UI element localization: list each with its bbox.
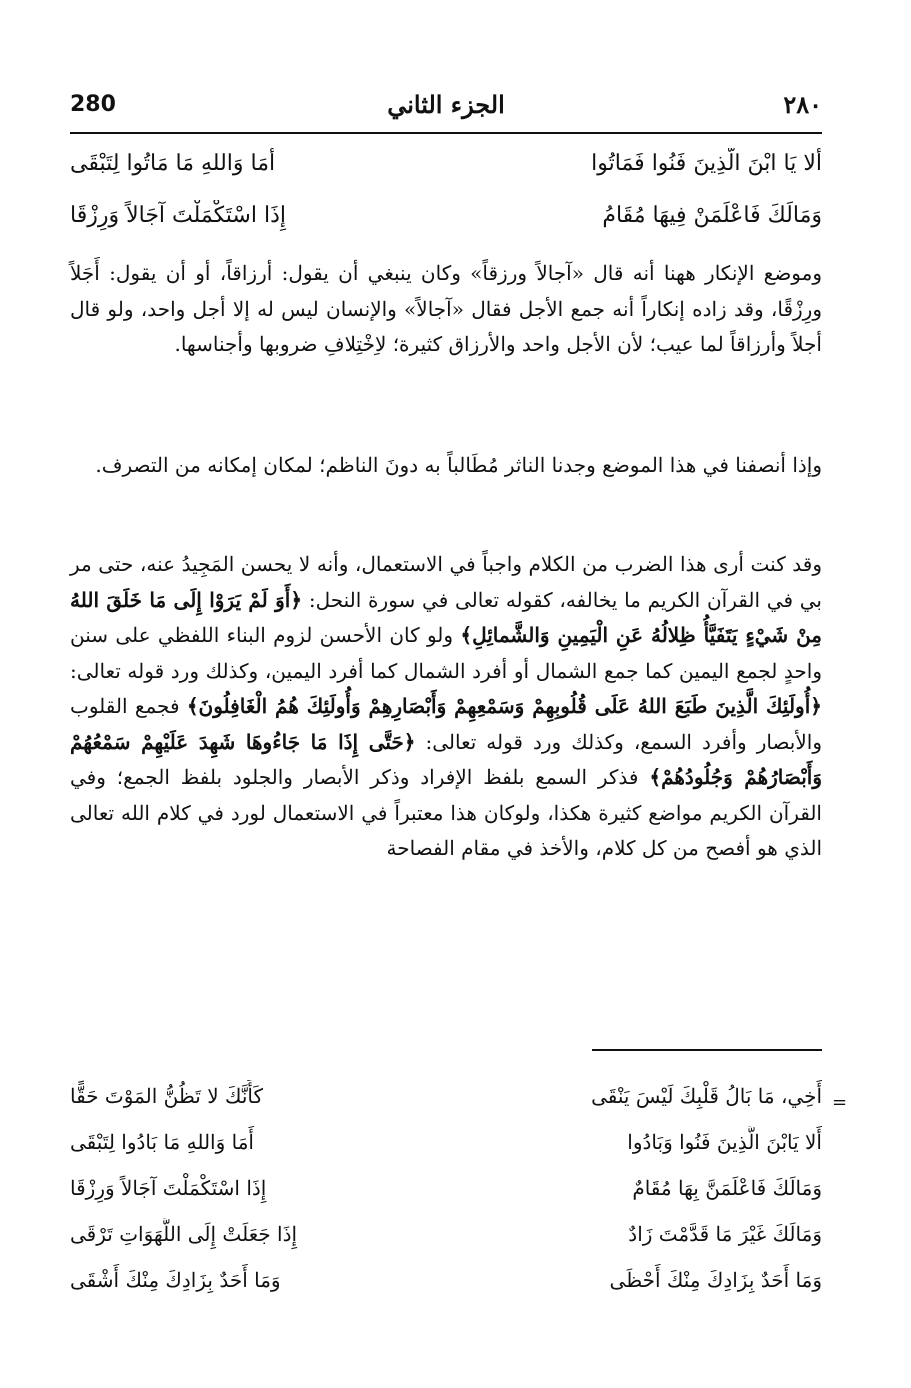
text-run: فجمع القلوب والأبصار وأفرد السمع، وكذلك ورد قوله تعالى: (70, 694, 822, 754)
verse-first-hemistich: أَخِي، مَا بَالُ قَلْبِكَ لَيْسَ يَنْقَى (591, 1084, 822, 1108)
quran-quote: ﴿حَتَّى إِذَا مَا جَاءُوهَا شَهِدَ عَلَيْهِمْ سَمْعُهُمْ وَأَبْصَارُهُمْ وَجُلُودُهُمْ﴾ (70, 729, 822, 789)
verse-line (70, 1168, 822, 1214)
text-run: وقد كنت أرى هذا الضرب من الكلام واجباً في الاستعمال، وأنه لا يحسن المَجِيدُ عنه، حتى مر بي في القرآن الكريم ما يخالفه، كقوله تعالى في سورة النحل: (70, 552, 823, 612)
verse-line (70, 1122, 822, 1168)
verse-first-hemistich: وَمَالَكَ فَاعْلَمَنْ فِيهَا مُقَامُ (602, 203, 822, 228)
verse-second-hemistich: إِذَا اسْتَكْمَلْتَ آجَالاً وَرِزْقَا (70, 203, 286, 228)
verse-second-hemistich: أَمَا وَاللهِ مَا بَادُوا لِتَبْقَى (70, 1130, 254, 1154)
poem-top (70, 140, 822, 244)
footnote-continuation-marker: = (832, 1092, 848, 1113)
paragraph-text (70, 547, 822, 867)
verse-line (70, 1260, 822, 1306)
verse-first-hemistich: وَمَا أَحَدٌ بِزَادِكَ مِنْكَ أَحْظَى (609, 1268, 822, 1292)
verse-line (70, 140, 822, 192)
verse-second-hemistich: وَمَا أَحَدٌ بِزَادِكَ مِنْكَ أَشْقَى (70, 1268, 281, 1292)
paragraph-text: وموضع الإنكار ههنا أنه قال «آجالاً ورزقاً» وكان ينبغي أن يقول: أرزاقاً، أو أن يقول: أَجَلاً ورِزْقًا، وقد زاده إنكاراً أنه جمع الأجل فقال «آجالاً» والإنسان ليس له إلا أجل واحد، ولو قال أجلاً وأرزاقاً لما عيب؛ لأن الأجل واحد والأرزاق كثيرة؛ لاِخْتِلافِ ضروبها وأجناسها. (70, 261, 822, 356)
page-number-arabic: ٢٨٠ (783, 90, 822, 119)
page-number-latin: 280 (70, 92, 116, 117)
verse-first-hemistich: وَمَالَكَ فَاعْلَمَنَّ بِهَا مُقَامٌ (632, 1176, 822, 1200)
text-run: ولو كان الأحسن لزوم البناء اللفظي على سنن واحدٍ لجمع اليمين كما جمع الشمال أو أفرد الشمال كما أفرد اليمين، وكذلك ورد قوله تعالى: (70, 623, 822, 683)
paragraph-1 (70, 256, 822, 363)
verse-second-hemistich: إِذَا اسْتَكْمَلْتَ آجَالاً وَرِزْقَا (70, 1176, 267, 1200)
paragraph-2 (70, 448, 822, 484)
paragraph-3 (70, 547, 822, 867)
verse-line (70, 192, 822, 244)
quran-quote: ﴿أَوَ لَمْ يَرَوْا إِلَى مَا خَلَقَ اللهُ مِنْ شَيْءٍ يَتَفَيَّأُ ظِلالُهُ عَنِ الْيَمِينِ وَالشَّمائِلِ﴾ (70, 587, 823, 647)
verse-first-hemistich: وَمَالَكَ غَيْرَ مَا قَدَّمْتَ زَادٌ (628, 1222, 822, 1246)
verse-first-hemistich: أَلا يَابْنَ الَّذِينَ فَنُوا وَبَادُوا (627, 1130, 822, 1154)
running-title: الجزء الثاني (387, 90, 505, 119)
verse-second-hemistich: أَمَا وَاللهِ مَا مَاتُوا لِتَبْقَى (70, 151, 276, 176)
verse-line (70, 1214, 822, 1260)
paragraph-text: وإذا أنصفنا في هذا الموضع وجدنا الناثر مُطَالباً به دونَ الناظم؛ لمكان إمكانه من التصرف. (95, 453, 822, 477)
footnote-poem (70, 1076, 822, 1306)
footnote-separator (592, 1049, 822, 1051)
page-header (70, 90, 822, 132)
verse-line (70, 1076, 822, 1122)
header-rule (70, 132, 822, 134)
verse-second-hemistich: كَأَنَّكَ لا تَظُنُّ المَوْتَ حَقًّا (70, 1084, 264, 1108)
quran-quote: ﴿أُولَئِكَ الَّذِينَ طَبَعَ اللهُ عَلَى قُلُوبِهِمْ وَسَمْعِهِمْ وَأَبْصَارِهِمْ وَأُولَئِكَ هُمُ الْغَافِلُونَ﴾ (186, 694, 822, 718)
text-run: فذكر السمع بلفظ الإفراد وذكر الأبصار والجلود بلفظ الجمع؛ وفي القرآن الكريم مواضع كثيرة هكذا، ولوكان هذا معتبراً في الاستعمال لورد في كلام الله تعالى الذي هو أفصح من كل كلام، والأخذ في مقام الفصاحة (70, 765, 822, 860)
verse-second-hemistich: إِذَا جَعَلَتْ إِلَى اللَّهَوَاتِ تَرْقَى (70, 1222, 298, 1246)
verse-first-hemistich: أَلا يَا ابْنَ الَّذِينَ فَنُوا فَمَاتُوا (591, 151, 822, 176)
